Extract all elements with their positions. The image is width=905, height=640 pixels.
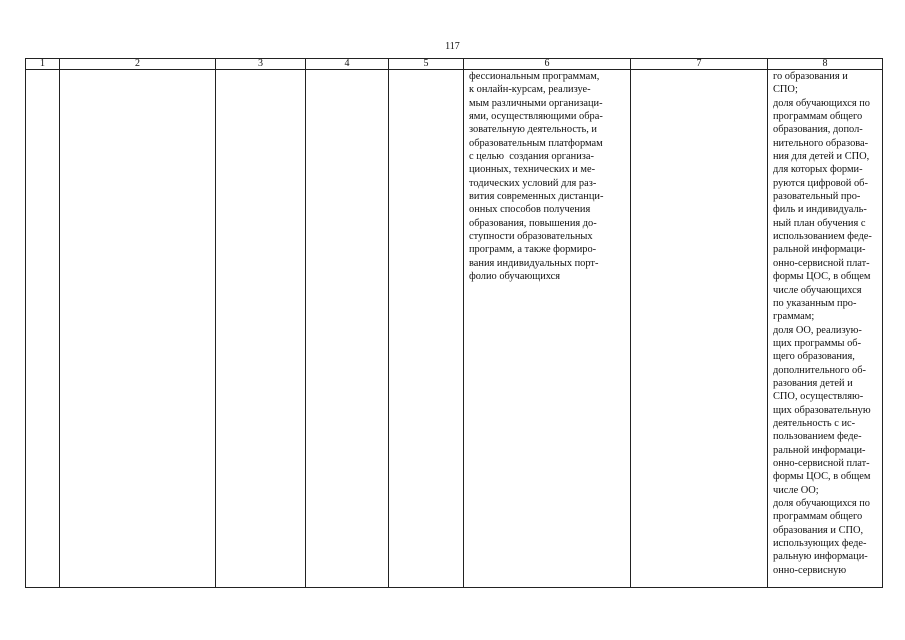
cell-col-8 <box>768 70 883 588</box>
table-row <box>26 70 883 588</box>
cell-col-8-text: го образования и СПО; доля обучающихся по программам общего образования, допол- нительного образова- ния для детей и СПО, для которых форми- руются цифровой об- разовательный про- филь и индивидуаль- ный план обучения с использованием феде- ральной информаци- онно-сервисной плат- формы ЦОС, в общем числе обучающихся по указанным про- граммам; доля ОО, реализую- щих программы об- щего образования, дополнительного об- разования детей и СПО, осуществляю- щих образовательную деятельность с ис- пользованием феде- ральной информаци- онно-сервисной плат- формы ЦОС, в общем числе ОО; доля обучающихся по программам общего образования и СПО, использующих феде- ральную информаци- онно-сервисную <box>773 71 872 576</box>
cell-col-6 <box>464 70 631 588</box>
column-header-6: 6 <box>464 59 631 70</box>
document-table <box>25 58 883 588</box>
column-header-1: 1 <box>26 59 60 70</box>
column-header-2: 2 <box>60 59 216 70</box>
cell-col-5 <box>389 70 464 588</box>
cell-col-6-text: фессиональным программам, к онлайн-курсам, реализуе- мым различными организаци- ями, осуществляющими обра- зовательную деятельность, и образовательным платформам с целью создания организа- ционных, технических и ме- тодических условий для раз- вития современных дистанци- онных способов получения образования, повышения до- ступности образовательных программ, а также формиро- вания индивидуальных порт- фолио обучающихся <box>469 71 604 283</box>
column-header-5: 5 <box>389 59 464 70</box>
page-number: 117 <box>445 41 460 52</box>
column-header-4: 4 <box>306 59 389 70</box>
cell-col-4 <box>306 70 389 588</box>
column-header-3: 3 <box>216 59 306 70</box>
column-header-8: 8 <box>768 59 883 70</box>
cell-col-3 <box>216 70 306 588</box>
cell-col-7 <box>631 70 768 588</box>
column-header-7: 7 <box>631 59 768 70</box>
header-row <box>26 59 883 70</box>
cell-col-2 <box>60 70 216 588</box>
cell-col-1 <box>26 70 60 588</box>
